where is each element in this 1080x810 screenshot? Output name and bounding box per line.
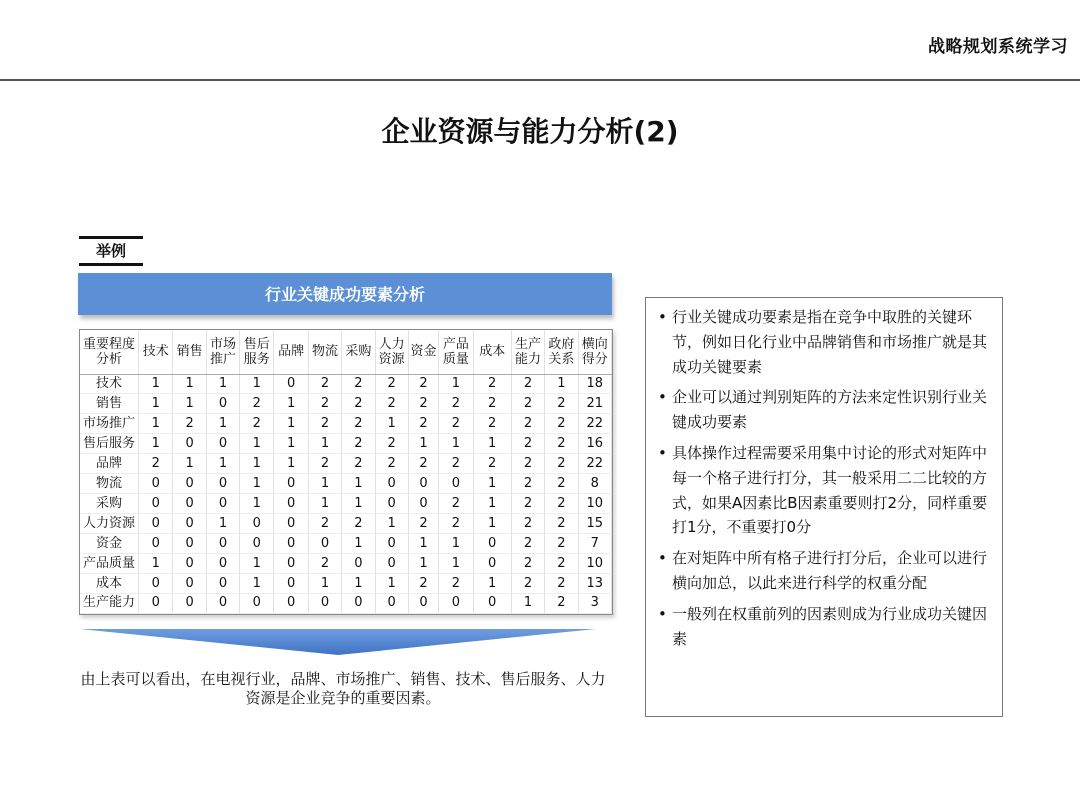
matrix-column-header: 横向得分 [578, 330, 611, 374]
matrix-cell: 2 [408, 514, 438, 534]
matrix-cell: 2 [545, 454, 578, 474]
matrix-column-header: 生产能力 [511, 330, 544, 374]
matrix-cell: 1 [173, 454, 206, 474]
matrix-cell: 0 [173, 574, 206, 594]
matrix-cell: 2 [308, 554, 341, 574]
matrix-column-header: 资金 [408, 330, 438, 374]
matrix-cell: 2 [308, 414, 341, 434]
matrix-cell: 0 [206, 394, 239, 414]
matrix-cell: 0 [375, 494, 408, 514]
matrix-column-header: 品牌 [274, 330, 308, 374]
matrix-cell: 1 [308, 574, 341, 594]
matrix-cell: 2 [439, 514, 473, 534]
matrix-cell: 2 [375, 394, 408, 414]
matrix-cell: 0 [408, 593, 438, 613]
matrix-cell: 0 [240, 534, 274, 554]
bullet-box [645, 297, 1003, 717]
matrix-cell: 0 [408, 474, 438, 494]
matrix-cell: 2 [511, 554, 544, 574]
matrix-cell: 0 [342, 554, 375, 574]
matrix-cell: 1 [473, 474, 511, 494]
matrix-column-header: 政府关系 [545, 330, 578, 374]
table-row [80, 514, 612, 534]
matrix-row-header: 物流 [80, 474, 139, 494]
matrix-cell: 2 [375, 434, 408, 454]
matrix-cell: 0 [173, 434, 206, 454]
matrix-cell: 0 [206, 474, 239, 494]
matrix-cell: 2 [308, 514, 341, 534]
matrix-cell: 0 [173, 554, 206, 574]
matrix-column-header: 产品质量 [439, 330, 473, 374]
matrix-cell: 10 [578, 554, 611, 574]
matrix-row-header: 人力资源 [80, 514, 139, 534]
matrix-cell: 1 [274, 414, 308, 434]
down-arrow-shape [80, 629, 596, 655]
matrix-cell: 2 [439, 394, 473, 414]
matrix-cell: 0 [274, 374, 308, 394]
bullet-text: 具体操作过程需要采用集中讨论的形式对矩阵中每一个格子进行打分，其一般采用二二比较的方式，如果A因素比B因素重要则打2分，同样重要打1分，不重要打0分 [672, 443, 988, 537]
matrix-cell: 2 [545, 394, 578, 414]
matrix-cell: 1 [240, 454, 274, 474]
matrix-cell: 1 [206, 454, 239, 474]
matrix-row-header: 采购 [80, 494, 139, 514]
matrix-row-header: 生产能力 [80, 593, 139, 613]
matrix-cell: 0 [274, 593, 308, 613]
matrix-cell: 22 [578, 454, 611, 474]
bullet-dot-icon: • [658, 443, 667, 462]
matrix-cell: 2 [408, 574, 438, 594]
matrix-cell: 1 [173, 394, 206, 414]
matrix-cell: 1 [408, 554, 438, 574]
matrix-cell: 0 [173, 593, 206, 613]
matrix-cell: 0 [408, 494, 438, 514]
matrix-cell: 1 [439, 534, 473, 554]
matrix-column-header: 物流 [308, 330, 341, 374]
matrix-cell: 2 [408, 454, 438, 474]
matrix-cell: 2 [511, 474, 544, 494]
matrix-cell: 2 [342, 414, 375, 434]
matrix-corner-header: 重要程度分析 [80, 330, 139, 374]
table-row [80, 494, 612, 514]
matrix-cell: 2 [511, 434, 544, 454]
matrix-cell: 2 [545, 554, 578, 574]
matrix-cell: 2 [545, 474, 578, 494]
matrix-cell: 8 [578, 474, 611, 494]
matrix-cell: 0 [240, 593, 274, 613]
matrix-cell: 1 [375, 514, 408, 534]
matrix-column-header: 技术 [139, 330, 173, 374]
matrix-cell: 1 [139, 374, 173, 394]
matrix-cell: 0 [375, 593, 408, 613]
matrix-cell: 0 [139, 574, 173, 594]
matrix-row-header: 售后服务 [80, 434, 139, 454]
slide-title: 企业资源与能力分析(2) [381, 115, 679, 148]
matrix-cell: 1 [473, 514, 511, 534]
matrix-cell: 2 [408, 394, 438, 414]
matrix-cell: 2 [342, 454, 375, 474]
matrix-cell: 2 [408, 374, 438, 394]
matrix-cell: 1 [139, 394, 173, 414]
matrix-cell: 0 [139, 474, 173, 494]
matrix-cell: 1 [240, 554, 274, 574]
importance-matrix-table [79, 329, 613, 615]
matrix-cell: 2 [473, 454, 511, 474]
matrix-cell: 1 [408, 534, 438, 554]
matrix-column-header: 市场推广 [206, 330, 239, 374]
matrix-cell: 0 [274, 534, 308, 554]
matrix-cell: 0 [274, 494, 308, 514]
table-row [80, 574, 612, 594]
matrix-row-header: 技术 [80, 374, 139, 394]
bullet-item [658, 546, 992, 596]
matrix-cell: 0 [206, 574, 239, 594]
table-row [80, 434, 612, 454]
matrix-cell: 2 [545, 534, 578, 554]
table-row [80, 474, 612, 494]
matrix-cell: 0 [206, 593, 239, 613]
matrix-cell: 1 [473, 574, 511, 594]
matrix-row-header: 市场推广 [80, 414, 139, 434]
matrix-cell: 1 [342, 494, 375, 514]
bullet-list [646, 298, 1002, 651]
matrix-cell: 2 [308, 374, 341, 394]
bullet-item [658, 441, 992, 540]
matrix-cell: 1 [274, 454, 308, 474]
matrix-cell: 1 [473, 494, 511, 514]
matrix-cell: 0 [173, 534, 206, 554]
matrix-cell: 1 [408, 434, 438, 454]
bullet-text: 企业可以通过判别矩阵的方法来定性识别行业关键成功要素 [672, 388, 988, 432]
matrix-cell: 1 [206, 514, 239, 534]
bullet-item [658, 385, 992, 435]
matrix-cell: 1 [139, 554, 173, 574]
matrix-cell: 1 [240, 374, 274, 394]
matrix-cell: 1 [240, 434, 274, 454]
matrix-cell: 0 [308, 593, 341, 613]
matrix-cell: 0 [240, 514, 274, 534]
matrix-cell: 2 [511, 394, 544, 414]
bullet-text: 行业关键成功要素是指在竞争中取胜的关键环节，例如日化行业中品牌销售和市场推广就是其成功关键要素 [672, 308, 988, 376]
matrix-cell: 2 [511, 514, 544, 534]
matrix-cell: 7 [578, 534, 611, 554]
matrix-cell: 13 [578, 574, 611, 594]
matrix-cell: 2 [545, 434, 578, 454]
matrix-cell: 1 [308, 494, 341, 514]
matrix-cell: 2 [408, 414, 438, 434]
matrix-cell: 15 [578, 514, 611, 534]
matrix-cell: 1 [240, 574, 274, 594]
table-row [80, 554, 612, 574]
header-divider [0, 79, 1080, 81]
matrix-cell: 1 [375, 574, 408, 594]
matrix-cell: 2 [473, 374, 511, 394]
matrix-cell: 2 [511, 414, 544, 434]
matrix-cell: 16 [578, 434, 611, 454]
bullet-dot-icon: • [658, 308, 667, 326]
matrix-cell: 0 [439, 474, 473, 494]
bullet-dot-icon: • [658, 604, 667, 623]
header-right-title: 战略规划系统学习 [928, 37, 1068, 57]
matrix-cell: 0 [173, 494, 206, 514]
matrix-cell: 2 [342, 434, 375, 454]
bullet-text: 一般列在权重前列的因素则成为行业成功关键因素 [672, 604, 988, 648]
matrix-cell: 1 [173, 374, 206, 394]
table-row [80, 593, 612, 613]
matrix-table [80, 330, 612, 614]
matrix-column-header: 成本 [473, 330, 511, 374]
matrix-cell: 0 [139, 593, 173, 613]
matrix-cell: 1 [375, 414, 408, 434]
matrix-cell: 1 [139, 414, 173, 434]
table-title-banner: 行业关键成功要素分析 [78, 273, 612, 315]
table-row [80, 454, 612, 474]
matrix-cell: 0 [206, 434, 239, 454]
matrix-cell: 2 [545, 514, 578, 534]
bullet-item [658, 602, 992, 652]
matrix-cell: 0 [139, 494, 173, 514]
matrix-column-header: 采购 [342, 330, 375, 374]
matrix-cell: 2 [511, 534, 544, 554]
matrix-cell: 1 [206, 374, 239, 394]
matrix-cell: 0 [274, 574, 308, 594]
matrix-row-header: 成本 [80, 574, 139, 594]
matrix-column-header: 销售 [173, 330, 206, 374]
matrix-cell: 10 [578, 494, 611, 514]
example-label: 举例 [79, 236, 143, 266]
matrix-row-header: 产品质量 [80, 554, 139, 574]
matrix-cell: 1 [439, 434, 473, 454]
matrix-cell: 1 [274, 434, 308, 454]
matrix-cell: 0 [473, 593, 511, 613]
matrix-cell: 2 [473, 394, 511, 414]
matrix-cell: 1 [545, 374, 578, 394]
matrix-cell: 0 [206, 494, 239, 514]
matrix-cell: 1 [206, 414, 239, 434]
matrix-cell: 1 [274, 394, 308, 414]
matrix-cell: 0 [274, 474, 308, 494]
matrix-cell: 1 [473, 434, 511, 454]
bullet-dot-icon: • [658, 549, 667, 568]
matrix-cell: 1 [342, 574, 375, 594]
matrix-cell: 2 [240, 414, 274, 434]
conclusion-text: 由上表可以看出，在电视行业，品牌、市场推广、销售、技术、售后服务、人力资源是企业竞争的重要因素。 [80, 670, 606, 707]
bullet-text: 在对矩阵中所有格子进行打分后，企业可以进行横向加总，以此来进行科学的权重分配 [672, 549, 988, 592]
matrix-cell: 1 [240, 474, 274, 494]
matrix-cell: 2 [173, 414, 206, 434]
matrix-cell: 2 [375, 374, 408, 394]
matrix-cell: 2 [342, 514, 375, 534]
matrix-cell: 1 [240, 494, 274, 514]
matrix-cell: 0 [375, 534, 408, 554]
matrix-column-header: 售后服务 [240, 330, 274, 374]
matrix-cell: 1 [439, 374, 473, 394]
matrix-cell: 0 [206, 554, 239, 574]
matrix-cell: 0 [439, 593, 473, 613]
table-row [80, 414, 612, 434]
matrix-cell: 2 [545, 414, 578, 434]
matrix-cell: 2 [545, 593, 578, 613]
matrix-cell: 2 [308, 394, 341, 414]
matrix-cell: 0 [375, 474, 408, 494]
matrix-cell: 1 [139, 434, 173, 454]
matrix-cell: 1 [511, 593, 544, 613]
table-row [80, 534, 612, 554]
matrix-cell: 0 [308, 534, 341, 554]
matrix-cell: 2 [240, 394, 274, 414]
matrix-cell: 0 [274, 554, 308, 574]
matrix-cell: 1 [439, 554, 473, 574]
matrix-cell: 1 [308, 434, 341, 454]
matrix-row-header: 销售 [80, 394, 139, 414]
matrix-cell: 2 [439, 494, 473, 514]
matrix-cell: 21 [578, 394, 611, 414]
matrix-cell: 3 [578, 593, 611, 613]
matrix-cell: 0 [375, 554, 408, 574]
matrix-cell: 18 [578, 374, 611, 394]
matrix-cell: 0 [173, 514, 206, 534]
matrix-cell: 2 [439, 574, 473, 594]
matrix-cell: 0 [206, 534, 239, 554]
matrix-cell: 2 [308, 454, 341, 474]
matrix-cell: 1 [308, 474, 341, 494]
matrix-row-header: 资金 [80, 534, 139, 554]
matrix-cell: 1 [342, 534, 375, 554]
table-row [80, 374, 612, 394]
matrix-cell: 2 [511, 574, 544, 594]
matrix-cell: 2 [439, 454, 473, 474]
matrix-cell: 0 [173, 474, 206, 494]
matrix-cell: 1 [342, 474, 375, 494]
matrix-cell: 2 [342, 394, 375, 414]
matrix-column-header: 人力资源 [375, 330, 408, 374]
matrix-cell: 2 [473, 414, 511, 434]
matrix-cell: 2 [511, 454, 544, 474]
bullet-dot-icon: • [658, 388, 667, 407]
matrix-cell: 2 [545, 494, 578, 514]
table-row [80, 394, 612, 414]
matrix-cell: 22 [578, 414, 611, 434]
matrix-cell: 2 [139, 454, 173, 474]
matrix-cell: 2 [511, 494, 544, 514]
matrix-cell: 2 [511, 374, 544, 394]
matrix-cell: 0 [274, 514, 308, 534]
matrix-cell: 0 [473, 534, 511, 554]
bullet-item [658, 305, 992, 379]
matrix-row-header: 品牌 [80, 454, 139, 474]
matrix-cell: 2 [342, 374, 375, 394]
matrix-cell: 0 [139, 534, 173, 554]
matrix-cell: 2 [375, 454, 408, 474]
matrix-cell: 2 [439, 414, 473, 434]
matrix-cell: 0 [473, 554, 511, 574]
matrix-cell: 2 [545, 574, 578, 594]
matrix-cell: 0 [139, 514, 173, 534]
matrix-cell: 0 [342, 593, 375, 613]
